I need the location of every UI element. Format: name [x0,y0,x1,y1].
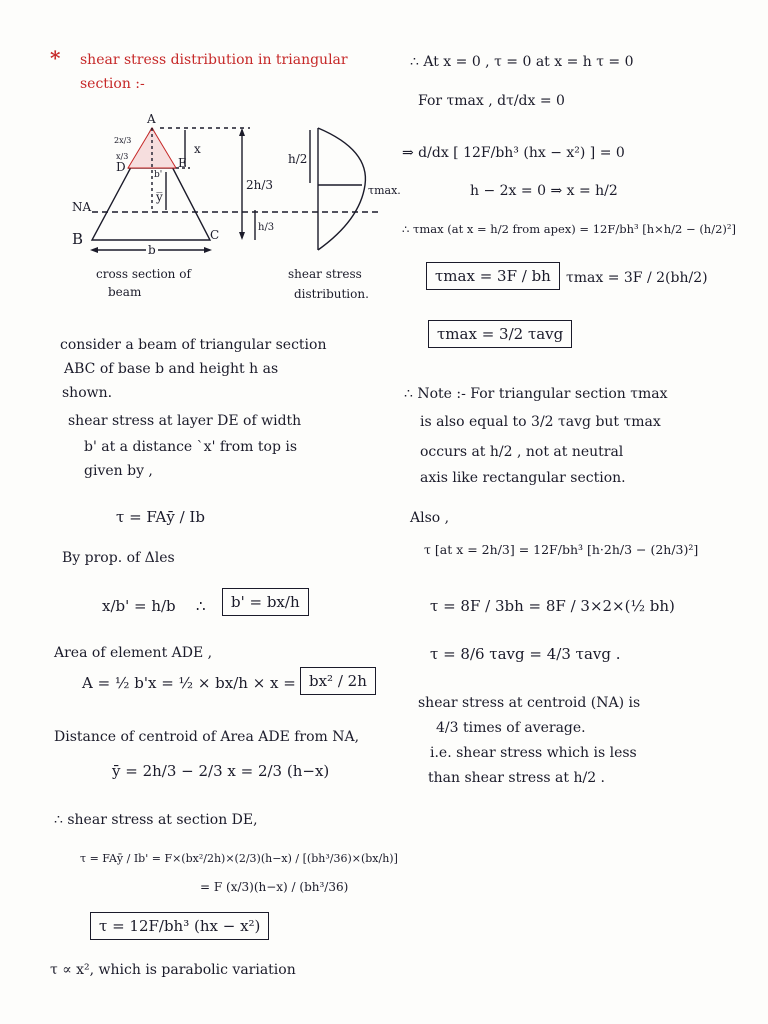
label-b: b [148,243,156,257]
caption-left-2: beam [108,285,142,299]
eq-tau: τ = FAȳ / Ib [116,508,205,526]
note-line-1: ∴ Note :- For triangular section τmax [404,386,668,402]
note-line-3: occurs at h/2 , not at neutral [420,444,624,460]
also-eq-1: τ [at x = 2h/3] = 12F/bh³ [h·2h/3 − (2h/3)²] [424,542,699,557]
label-A: A [147,112,156,126]
tau-max-box-2: τmax = 3/2 τavg [428,320,572,348]
by-prop: By prop. of Δles [62,550,175,566]
caption-right-1: shear stress [288,267,362,281]
label-y-bar: y̅ [156,190,163,204]
right-line-1: ∴ At x = 0 , τ = 0 at x = h τ = 0 [410,54,634,70]
sim-eq: x/b' = h/b [102,597,176,615]
para-2-line-1: shear stress at layer DE of width [68,413,302,429]
label-h-3: h/3 [258,222,275,233]
caption-right-2: distribution. [294,287,369,301]
caption-left-1: cross section of [96,267,191,281]
label-B: B [72,230,84,248]
b-prime-box: b' = bx/h [222,588,309,616]
para-1-line-3: shown. [62,385,113,401]
label-E: E [178,156,187,170]
distance-label: Distance of centroid of Area ADE from NA, [54,729,360,745]
centroid-line-3: i.e. shear stress which is less [430,745,637,761]
note-line-2: is also equal to 3/2 τavg but τmax [420,414,661,430]
section-eq-1: τ = FAȳ / Ib' = F×(bx²/2h)×(2/3)(h−x) / [(bh³/36)×(bx/h)] [80,852,398,865]
section-label: ∴ shear stress at section DE, [54,812,258,828]
therefore-sign: ∴ [196,597,206,615]
label-NA: NA [72,200,92,214]
centroid-line-2: 4/3 times of average. [436,720,586,736]
centroid-line-4: than shear stress at h/2 . [428,770,606,786]
heading-star: * [50,46,61,70]
para-1-line-1: consider a beam of triangular section [60,337,327,353]
also-label: Also , [410,510,450,526]
right-line-2: For τmax , dτ/dx = 0 [418,93,565,109]
label-x: x [194,142,201,156]
label-tau-max: τmax. [368,184,401,197]
note-line-4: axis like rectangular section. [420,470,626,486]
label-C: C [210,228,220,242]
final-box: τ = 12F/bh³ (hx − x²) [90,912,269,940]
right-line-4: h − 2x = 0 ⇒ x = h/2 [470,183,618,199]
label-2h-3: 2h/3 [246,178,274,192]
right-line-5: ∴ τmax (at x = h/2 from apex) = 12F/bh³ [h×h/2 − (h/2)²] [402,222,736,236]
label-x-3: x/3 [116,152,129,161]
area-label: Area of element ADE , [54,645,213,661]
also-eq-2: τ = 8F / 3bh = 8F / 3×2×(½ bh) [430,597,675,615]
tau-max-box-1: τmax = 3F / bh [426,262,560,290]
area-box: bx² / 2h [300,667,376,695]
section-eq-2: = F (x/3)(h−x) / (bh³/36) [200,880,349,894]
label-h-2: h/2 [288,152,308,166]
centroid-line-1: shear stress at centroid (NA) is [418,695,641,711]
label-2x-3: 2x/3 [114,136,132,145]
area-eq: A = ½ b'x = ½ × bx/h × x = [82,674,296,692]
para-2-line-3: given by , [84,463,153,479]
also-eq-3: τ = 8/6 τavg = 4/3 τavg . [430,645,621,663]
parabolic-note: τ ∝ x², which is parabolic variation [50,962,296,978]
distance-eq: ȳ = 2h/3 − 2/3 x = 2/3 (h−x) [112,762,330,780]
right-line-6: τmax = 3F / 2(bh/2) [566,270,708,286]
heading-line-1: shear stress distribution in triangular [80,52,348,68]
para-1-line-2: ABC of base b and height h as [64,361,279,377]
label-b-prime: b' [154,170,163,180]
right-line-3: ⇒ d/dx [ 12F/bh³ (hx − x²) ] = 0 [402,145,625,161]
heading-line-2: section :- [80,76,145,92]
label-D: D [116,160,126,174]
para-2-line-2: b' at a distance `x' from top is [84,439,298,455]
